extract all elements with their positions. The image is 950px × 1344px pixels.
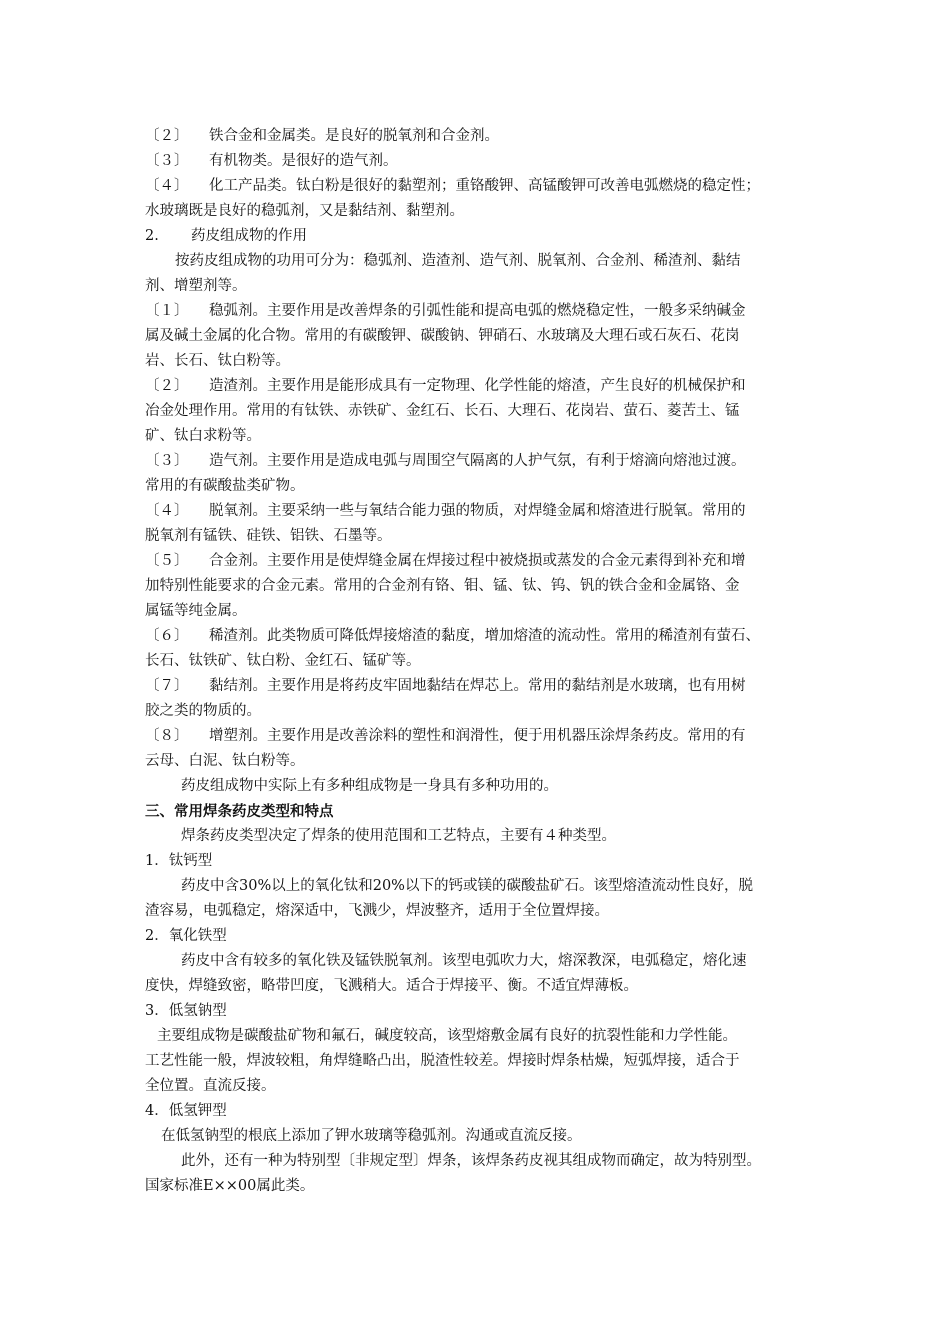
text-line: 剂、增塑剂等。 [145, 278, 247, 294]
list-marker: 〔５〕 [145, 553, 189, 569]
line-text: 脱氧剂。主要采纳一些与氧结合能力强的物质，对焊缝金属和熔渣进行脱氧。常用的 [209, 503, 746, 519]
list-item-2 [145, 374, 813, 399]
list-marker: 〔６〕 [145, 628, 189, 644]
list-marker: 〔８〕 [145, 728, 189, 744]
list-item-2 [145, 124, 813, 149]
section-heading-3: 三、常用焊条药皮类型和特点 [145, 803, 334, 820]
list-item-5 [145, 549, 813, 574]
subsection-heading: 4．低氢钾型 [145, 1103, 227, 1119]
line-text: 有机物类。是很好的造气剂。 [209, 153, 398, 169]
text-line: 属锰等纯金属。 [145, 603, 247, 619]
list-marker: 〔１〕 [145, 303, 189, 319]
section-number: 2. [145, 228, 159, 244]
subsection-heading: 1．钛钙型 [145, 853, 213, 869]
list-item-6 [145, 624, 813, 649]
line-text: 稳弧剂。主要作用是改善焊条的引弧性能和提高电弧的燃烧稳定性，一般多采纳碱金 [209, 303, 746, 319]
list-item-1 [145, 299, 813, 324]
line-text: 化工产品类。钛白粉是很好的黏塑剂；重铬酸钾、高锰酸钾可改善电弧燃烧的稳定性； [209, 178, 760, 194]
list-marker: 〔４〕 [145, 503, 189, 519]
paragraph-line: 药皮中含30%以上的氧化钛和20%以下的钙或镁的碳酸盐矿石。该型熔渣流动性良好，脱 [181, 878, 753, 894]
text-line: 属及碱土金属的化合物。常用的有碳酸钾、碳酸钠、钾硝石、水玻璃及大理石或石灰石、花岗 [145, 328, 740, 344]
list-marker: 〔２〕 [145, 128, 189, 144]
text-line: 胶之类的物质的。 [145, 703, 261, 719]
text-line: 长石、钛铁矿、钛白粉、金红石、锰矿等。 [145, 653, 421, 669]
list-item-3 [145, 149, 813, 174]
paragraph-line: 在低氢钠型的根底上添加了钾水玻璃等稳弧剂。沟通或直流反接。 [161, 1128, 582, 1144]
line-text: 造渣剂。主要作用是能形成具有一定物理、化学性能的熔渣，产生良好的机械保护和 [209, 378, 746, 394]
text-line: 度快，焊缝致密，略带凹度，飞溅稍大。适合于焊接平、衡。不适宜焊薄板。 [145, 978, 638, 994]
list-marker: 〔２〕 [145, 378, 189, 394]
list-marker: 〔３〕 [145, 153, 189, 169]
section-title: 药皮组成物的作用 [191, 228, 307, 244]
text-line: 工艺性能一般，焊波较粗，角焊缝略凸出，脱渣性较差。焊接时焊条枯燥，短弧焊接，适合于 [145, 1053, 740, 1069]
section-heading-2 [145, 224, 813, 249]
text-line: 云母、白泥、钛白粉等。 [145, 753, 305, 769]
paragraph-line: 药皮组成物中实际上有多种组成物是一身具有多种功用的。 [181, 778, 558, 794]
text-line: 渣容易，电弧稳定，熔深适中，飞溅少，焊波整齐，适用于全位置焊接。 [145, 903, 609, 919]
text-line: 岩、长石、钛白粉等。 [145, 353, 290, 369]
line-text: 稀渣剂。此类物质可降低焊接熔渣的黏度，增加熔渣的流动性。常用的稀渣剂有萤石、 [209, 628, 760, 644]
text-line: 常用的有碳酸盐类矿物。 [145, 478, 305, 494]
list-item-4 [145, 499, 813, 524]
list-item-3 [145, 449, 813, 474]
text-line: 国家标准E××00属此类。 [145, 1178, 315, 1194]
list-item-8 [145, 724, 813, 749]
list-marker: 〔７〕 [145, 678, 189, 694]
subsection-heading: 2．氧化铁型 [145, 928, 227, 944]
text-line: 水玻璃既是良好的稳弧剂，又是黏结剂、黏塑剂。 [145, 203, 464, 219]
subsection-heading: 3．低氢钠型 [145, 1003, 227, 1019]
paragraph-line: 主要组成物是碳酸盐矿物和氟石，碱度较高，该型熔敷金属有良好的抗裂性能和力学性能。 [157, 1028, 737, 1044]
paragraph-line: 药皮中含有较多的氧化铁及锰铁脱氧剂。该型电弧吹力大，熔深教深，电弧稳定，熔化速 [181, 953, 747, 969]
list-item-4 [145, 174, 813, 199]
line-text: 合金剂。主要作用是使焊缝金属在焊接过程中被烧损或蒸发的合金元素得到补充和增 [209, 553, 746, 569]
line-text: 铁合金和金属类。是良好的脱氧剂和合金剂。 [209, 128, 499, 144]
paragraph-line: 此外，还有一种为特别型〔非规定型〕焊条，该焊条药皮视其组成物而确定，故为特别型。 [181, 1153, 761, 1169]
line-text: 黏结剂。主要作用是将药皮牢固地黏结在焊芯上。常用的黏结剂是水玻璃，也有用树 [209, 678, 746, 694]
text-line: 全位置。直流反接。 [145, 1078, 276, 1094]
text-line: 加特别性能要求的合金元素。常用的合金剂有铬、钼、锰、钛、钨、钒的铁合金和金属铬、金 [145, 578, 740, 594]
paragraph-line: 焊条药皮类型决定了焊条的使用范围和工艺特点，主要有４种类型。 [181, 828, 616, 844]
text-line: 冶金处理作用。常用的有钛铁、赤铁矿、金红石、长石、大理石、花岗岩、萤石、菱苦土、锰 [145, 403, 740, 419]
list-marker: 〔４〕 [145, 178, 189, 194]
text-line: 脱氧剂有锰铁、硅铁、铝铁、石墨等。 [145, 528, 392, 544]
paragraph-line: 按药皮组成物的功用可分为：稳弧剂、造渣剂、造气剂、脱氧剂、合金剂、稀渣剂、黏结 [175, 253, 741, 269]
document-body [145, 124, 813, 1199]
list-marker: 〔３〕 [145, 453, 189, 469]
line-text: 造气剂。主要作用是造成电弧与周围空气隔离的人护气氛，有利于熔滴向熔池过渡。 [209, 453, 746, 469]
line-text: 增塑剂。主要作用是改善涂料的塑性和润滑性，便于用机器压涂焊条药皮。常用的有 [209, 728, 746, 744]
list-item-7 [145, 674, 813, 699]
text-line: 矿、钛白求粉等。 [145, 428, 261, 444]
